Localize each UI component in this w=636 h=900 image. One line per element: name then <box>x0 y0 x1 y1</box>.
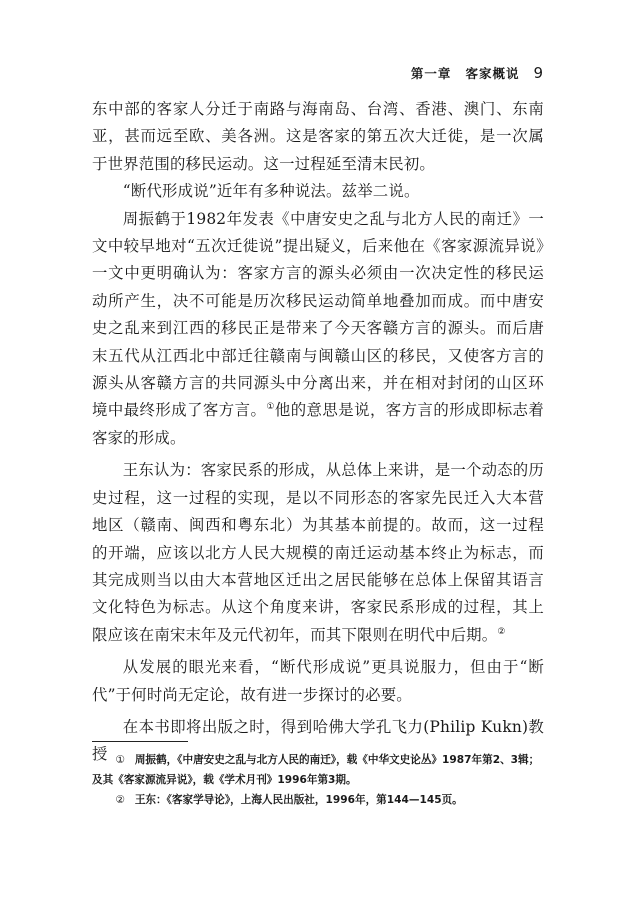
body-text <box>92 96 544 769</box>
paragraph <box>92 206 544 453</box>
footnote-divider <box>92 741 188 742</box>
paragraph: 在本书即将出版之时，得到哈佛大学孔飞力(Philip Kukn)教授 <box>92 717 544 764</box>
chapter-title: 客家概说 <box>465 66 520 81</box>
paragraph-text: 周振鹤于1982年发表《中唐安史之乱与北方人民的南迁》一文中较早地对“五次迁徙说”提出疑义，后来他在《客家源流异说》一文中更明确认为：客家方言的源头必须由一次决定性的移民运动所产生，决不可能是历次移民运动简单地叠加而成。而中唐安史之乱来到江西的移民正是带来了今天客赣方言的源头。而后唐末五代从江西北中部迁往赣南与闽赣山区的移民，又使客方言的源头从客赣方言的共同源头中分离出来，并在相对封闭的山区环境中最终形成了客方言。 <box>92 209 544 420</box>
footnotes <box>92 750 544 810</box>
footnote <box>92 750 544 790</box>
paragraph: “断代形成说”近年有多种说法。兹举二说。 <box>122 182 420 201</box>
footnote-mark: ① <box>115 754 125 766</box>
paragraph <box>92 457 544 649</box>
footnote-text: 王东：《客家学导论》，上海人民出版社，1996年，第144—145页。 <box>134 794 463 806</box>
footnote-ref[interactable]: ① <box>266 402 275 413</box>
paragraph-text: 他的意思是说，客方言的形成即标志着客家的形成。 <box>92 401 544 447</box>
paragraph: 东中部的客家人分迁于南路与海南岛、台湾、香港、澳门、东南亚，甚而远至欧、美各洲。这是客家的第五次大迁徙，是一次属于世界范围的移民运动。这一过程延至清末民初。 <box>92 100 544 173</box>
paragraph: 从发展的眼光来看，“断代形成说”更具说服力，但由于“断代”于何时尚无定论，故有进一步探讨的必要。 <box>92 658 544 704</box>
running-head <box>411 64 544 82</box>
paragraph-text: 王东认为：客家民系的形成，从总体上来讲，是一个动态的历史过程，这一过程的实现，是以不同形态的客家先民迁入大本营地区（赣南、闽西和粤东北）为其基本前提的。故而，这一过程的开端，应该以北方人民大规模的南迁运动基本终止为标志，而其完成则当以由大本营地区迁出之居民能够在总体上保留其语言文化特色为标志。从这个角度来讲，客家民系形成的过程，其上限应该在南宋末年及元代初年，而其下限则在明代中后期。 <box>92 461 544 644</box>
footnote-mark: ② <box>115 794 125 806</box>
footnote-ref[interactable]: ② <box>497 626 506 637</box>
chapter-label: 第一章 <box>410 66 452 81</box>
footnote <box>92 790 544 810</box>
page-number: 9 <box>533 64 544 82</box>
footnote-text: 周振鹤，《中唐安史之乱与北方人民的南迁》，载《中华文史论丛》1987年第2、3辑；及其《客家源流异说》，载《学术月刊》1996年第3期。 <box>92 754 540 786</box>
